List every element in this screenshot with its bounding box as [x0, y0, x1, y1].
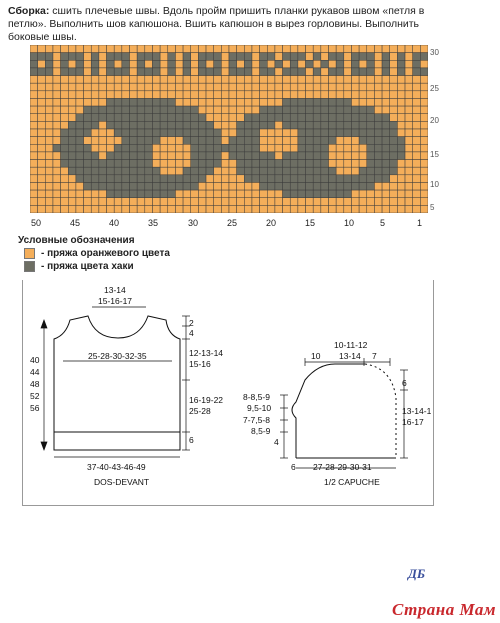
hood-right-top-label: 6	[402, 378, 407, 388]
column-label: 15	[305, 218, 316, 228]
hood-top-left-label: 10	[311, 351, 321, 361]
shoulder-height-label: 4	[189, 328, 194, 338]
column-label: 45	[70, 218, 81, 228]
size-label: 52	[30, 391, 40, 401]
hood-top-right-label: 7	[372, 351, 377, 361]
row-label: 20	[430, 116, 439, 125]
column-label: 10	[344, 218, 355, 228]
hood-dimension-lines	[280, 358, 408, 468]
row-label: 25	[430, 84, 439, 93]
size-label: 40	[30, 355, 40, 365]
legend-label: - пряжа оранжевого цвета	[41, 248, 170, 259]
front-back-outline	[54, 316, 180, 450]
hood-bottom-left-label: 6	[291, 462, 296, 472]
front-dimension-lines	[41, 307, 190, 457]
size-label: 44	[30, 367, 40, 377]
armhole-height-label: 15-16	[189, 359, 211, 369]
row-label: 5	[430, 203, 435, 212]
column-label: 1	[417, 218, 423, 228]
armhole-height-label: 12-13-14	[189, 348, 224, 358]
row-label: 15	[430, 150, 439, 159]
legend-title: Условные обозначения	[18, 235, 135, 246]
hood-left-label: 4	[274, 437, 279, 447]
body-height-label: 16-19-22	[189, 395, 224, 405]
row-label: 30	[430, 48, 439, 57]
hood-width-label: 27-28-29-30-31	[313, 462, 372, 472]
rib-height-label: 6	[189, 435, 194, 445]
legend-label: - пряжа цвета хаки	[41, 261, 134, 272]
neck-width-label: 13-14	[104, 285, 126, 295]
neck-width-label: 15-16-17	[98, 296, 133, 306]
column-label: 30	[188, 218, 199, 228]
hood-piece-name: 1/2 CAPUCHE	[324, 477, 380, 487]
column-label: 40	[109, 218, 120, 228]
hood-left-label: 8,5-9	[251, 426, 271, 436]
assembly-heading: Сборка:	[8, 5, 50, 17]
column-label: 35	[148, 218, 159, 228]
hood-left-label: 8-8,5-9	[243, 392, 270, 402]
column-label: 25	[227, 218, 238, 228]
hood-top-label: 10-11-12	[334, 340, 368, 350]
hood-right-height-label: 16-17	[402, 417, 424, 427]
column-label: 50	[31, 218, 42, 228]
db-logo: ДБ	[408, 566, 426, 581]
hood-left-label: 7-7,5-8	[243, 415, 270, 425]
shoulder-height-label: 2	[189, 318, 194, 328]
hood-top-label: 13-14	[339, 351, 361, 361]
size-label: 56	[30, 403, 40, 413]
size-label: 48	[30, 379, 40, 389]
front-piece-name: DOS-DEVANT	[94, 477, 150, 487]
column-label: 5	[380, 218, 386, 228]
assembly-text: сшить плечевые швы. Вдоль пройм пришить планки рукавов швом «петля в петлю». Выполнить шов капюшона. Вшить капюшон в вырез горловины. Выполнить боковые швы.	[8, 5, 425, 43]
hood-outline	[292, 364, 396, 458]
site-watermark: Страна Мам	[392, 600, 497, 619]
column-label: 20	[266, 218, 277, 228]
row-label: 10	[430, 180, 439, 189]
hood-left-label: 9,5-10	[247, 403, 272, 413]
front-width-label: 37-40-43-46-49	[87, 462, 146, 472]
body-height-label: 25-28	[189, 406, 211, 416]
shoulder-width-label: 25-28-30-32-35	[88, 351, 147, 361]
hood-right-height-label: 13-14-1	[402, 406, 432, 416]
